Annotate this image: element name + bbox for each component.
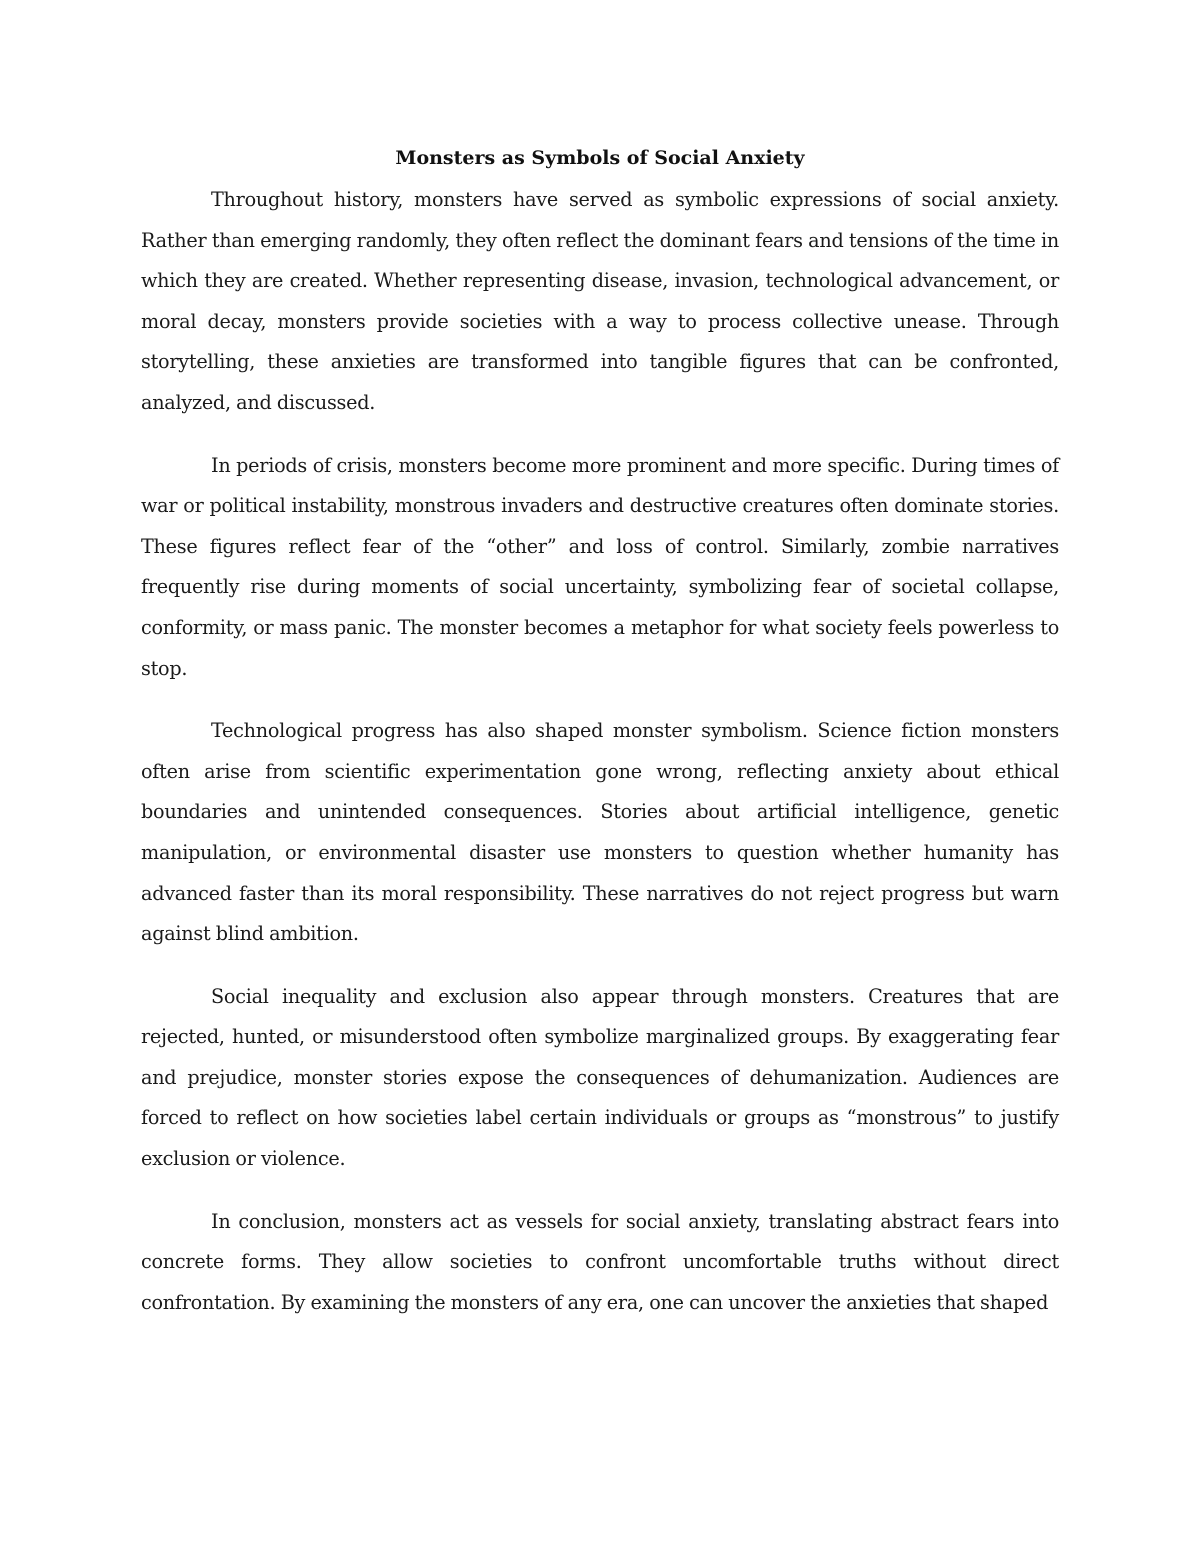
paragraph-inequality: Social inequality and exclusion also appear through monsters. Creatures that are rejected, hunted, or misunderstood often symbolize marginalized groups. By exaggerating fear and prejudice, monster stories expose the consequences of dehumanization. Audiences are forced to reflect on how societies label certain individuals or groups as “monstrous” to justify exclusion or violence. (141, 984, 1059, 1171)
document-title: Monsters as Symbols of Social Anxiety (395, 147, 805, 169)
paragraph-technology: Technological progress has also shaped monster symbolism. Science fiction monsters often arise from scientific experimentation gone wrong, reflecting anxiety about ethical boundaries and unintended consequences. Stories about artificial intelligence, genetic manipulation, or environmental disaster use monsters to question whether humanity has advanced faster than its moral responsibility. These narratives do not reject progress but warn against blind ambition. (141, 719, 1059, 946)
paragraph-conclusion: In conclusion, monsters act as vessels for social anxiety, translating abstract fears into concrete forms. They allow societies to confront uncomfortable truths without direct confrontation. By examining the monsters of any era, one can uncover the anxieties that shaped (141, 1209, 1059, 1314)
paragraph-introduction: Throughout history, monsters have served as symbolic expressions of social anxiety. Rather than emerging randomly, they often reflect the dominant fears and tensions of the time in which they are created. Whether representing disease, invasion, technological advancement, or moral decay, monsters provide societies with a way to process collective unease. Through storytelling, these anxieties are transformed into tangible figures that can be confronted, analyzed, and discussed. (141, 188, 1059, 414)
document-body (141, 138, 1059, 1345)
paragraph-crisis: In periods of crisis, monsters become more prominent and more specific. During times of war or political instability, monstrous invaders and destructive creatures often dominate stories. These figures reflect fear of the “other” and loss of control. Similarly, zombie narratives frequently rise during moments of social uncertainty, symbolizing fear of societal collapse, conformity, or mass panic. The monster becomes a metaphor for what society feels powerless to stop. (141, 453, 1059, 680)
